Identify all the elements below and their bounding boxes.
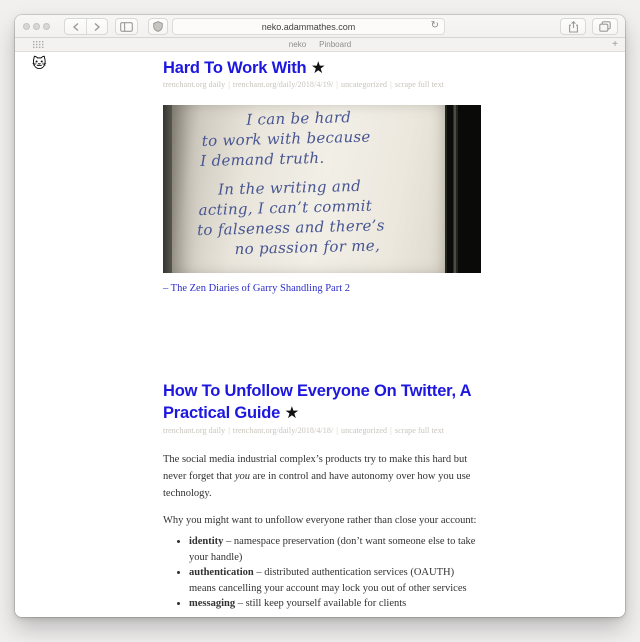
list-item: • authentication – distributed authentication services (OAUTH) means cancelling your account may lock you out of other services xyxy=(189,565,481,596)
meta-separator: | xyxy=(228,426,230,435)
favorite-item-pinboard[interactable]: Pinboard xyxy=(319,40,352,49)
new-tab-button[interactable]: + xyxy=(612,39,618,50)
chevron-right-icon xyxy=(93,22,101,32)
meta-separator: | xyxy=(336,80,338,89)
meta-feed-link[interactable]: trenchant.org daily xyxy=(163,426,226,435)
list-item-clipped: • messaging – still keep yourself available for clients xyxy=(189,596,481,612)
zoom-window-button[interactable] xyxy=(43,23,50,30)
browser-toolbar xyxy=(15,15,625,38)
star-icon[interactable]: ★ xyxy=(284,403,300,422)
traffic-lights xyxy=(23,23,50,30)
tabs-icon xyxy=(599,21,611,32)
sidebar-icon xyxy=(120,22,133,32)
handwritten-note-photo xyxy=(163,105,481,273)
tab-overview-button[interactable] xyxy=(592,18,618,35)
page-content xyxy=(15,52,625,617)
url-text: neko.adammathes.com xyxy=(261,21,356,32)
sidebar-toggle-button[interactable] xyxy=(115,18,138,35)
address-bar[interactable] xyxy=(172,18,445,35)
site-logo-cat-emoji[interactable]: 🐱 xyxy=(32,56,47,72)
post-meta xyxy=(163,80,481,89)
favorites-items xyxy=(289,40,351,49)
reasons-list xyxy=(163,534,481,612)
post-title-link[interactable]: How To Unfollow Everyone On Twitter, A Practical Guide xyxy=(163,382,471,422)
share-icon xyxy=(568,21,579,33)
handwriting-text: I can be hard to work with because I demand truth. In the writing and acting, I can’t commit to falseness and there’s no passion for me, xyxy=(196,108,385,259)
post-paragraph: The social media industrial complex’s products try to make this hard but never forget that you are in control and have autonomy over how you use technology. xyxy=(163,454,471,499)
nav-buttons xyxy=(64,18,108,35)
meta-feed-link[interactable]: trenchant.org daily xyxy=(163,80,226,89)
favorite-item-neko[interactable]: neko xyxy=(288,40,307,49)
reload-icon[interactable]: ↻ xyxy=(430,20,439,31)
favorites-grid-icon[interactable] xyxy=(33,41,44,50)
close-window-button[interactable] xyxy=(23,23,30,30)
forward-button[interactable] xyxy=(86,19,107,34)
chevron-left-icon xyxy=(72,22,80,32)
post-meta xyxy=(163,426,481,435)
meta-permalink[interactable]: trenchant.org/daily/2018/4/19/ xyxy=(232,80,334,89)
meta-category-link[interactable]: uncategorized xyxy=(340,426,388,435)
post-title-link[interactable]: Hard To Work With xyxy=(163,59,307,77)
star-icon[interactable]: ★ xyxy=(310,58,326,77)
content-blocker-button[interactable] xyxy=(148,18,168,35)
meta-separator: | xyxy=(336,426,338,435)
meta-separator: | xyxy=(390,426,392,435)
minimize-window-button[interactable] xyxy=(33,23,40,30)
favorites-bar xyxy=(15,38,625,52)
post-paragraph: Why you might want to unfollow everyone rather than close your account: xyxy=(163,515,477,526)
meta-separator: | xyxy=(228,80,230,89)
meta-category-link[interactable]: uncategorized xyxy=(340,80,388,89)
post-title xyxy=(163,58,481,78)
meta-scrape-link[interactable]: scrape full text xyxy=(394,80,444,89)
meta-separator: | xyxy=(390,80,392,89)
post-title xyxy=(163,381,481,424)
browser-window xyxy=(15,15,625,617)
list-item: • identity – namespace preservation (don’t want someone else to take your handle) xyxy=(189,534,481,565)
emphasized-word: you xyxy=(234,471,250,482)
meta-scrape-link[interactable]: scrape full text xyxy=(394,426,444,435)
meta-permalink[interactable]: trenchant.org/daily/2018/4/18/ xyxy=(232,426,334,435)
photo-caption-link[interactable]: – The Zen Diaries of Garry Shandling Part 2 xyxy=(163,283,351,294)
back-button[interactable] xyxy=(65,19,86,34)
post-stream xyxy=(163,52,481,612)
share-button[interactable] xyxy=(560,18,586,35)
shield-icon xyxy=(153,21,163,32)
